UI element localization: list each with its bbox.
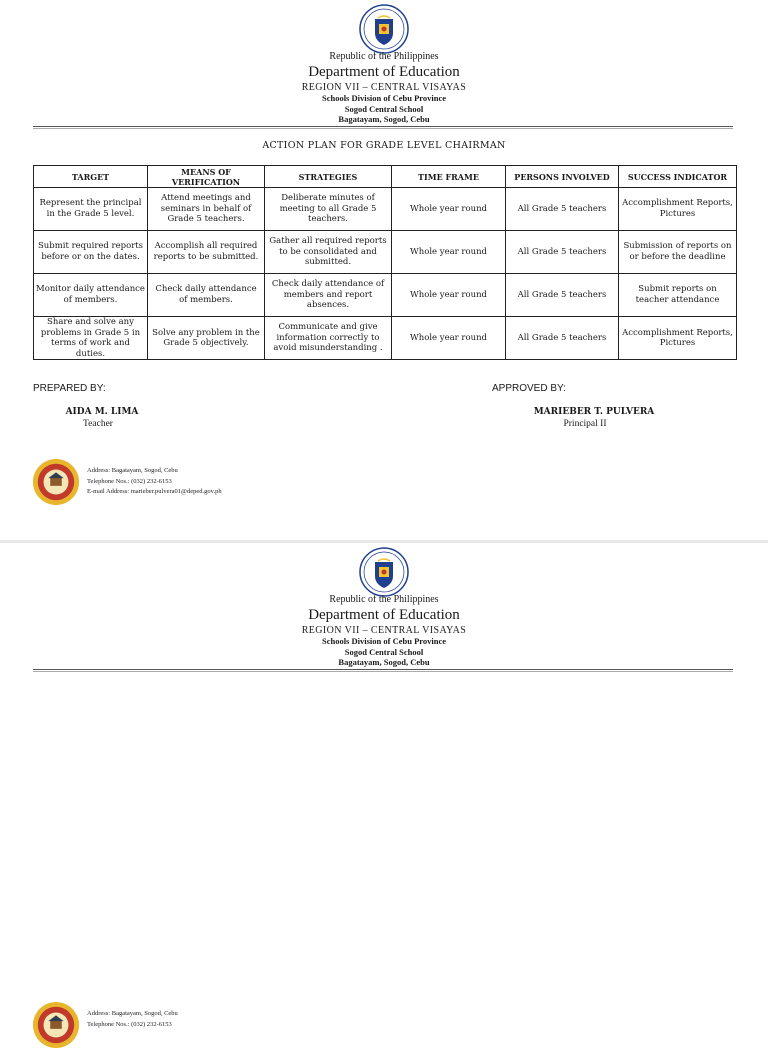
republic-line: Republic of the Philippines	[329, 594, 439, 605]
cell-persons: All Grade 5 teachers	[506, 188, 619, 231]
cell-strategies: Deliberate minutes of meeting to all Grade 5 teachers.	[265, 188, 392, 231]
header-time-frame: TIME FRAME	[392, 166, 506, 188]
prepared-by-role: Teacher	[83, 419, 113, 429]
school-logo-icon	[32, 458, 80, 506]
document-page-2	[0, 543, 768, 1028]
cell-indicator: Submission of reports on or before the deadline	[619, 231, 737, 274]
footer-contact	[87, 1009, 178, 1030]
table-row	[34, 188, 737, 231]
footer-telephone: Telephone Nos.: (032) 232-6153	[87, 1020, 172, 1028]
school-address-line: Bagatayam, Sogod, Cebu	[338, 114, 430, 124]
header-success-indicator: SUCCESS INDICATOR	[619, 166, 737, 188]
cell-strategies: Communicate and give information correctly to avoid misunderstanding .	[265, 317, 392, 360]
header-target: TARGET	[34, 166, 148, 188]
header-persons-involved: PERSONS INVOLVED	[506, 166, 619, 188]
school-address-line: Bagatayam, Sogod, Cebu	[338, 657, 430, 667]
table-row	[34, 274, 737, 317]
cell-target: Represent the principal in the Grade 5 level.	[34, 188, 148, 231]
approved-by-label: APPROVED BY:	[492, 383, 566, 394]
division-line: Schools Division of Cebu Province	[321, 636, 447, 646]
header-divider	[33, 126, 733, 127]
school-line: Sogod Central School	[344, 104, 424, 114]
footer-telephone: Telephone Nos.: (032) 232-6153	[87, 477, 172, 485]
region-line: REGION VII – CENTRAL VISAYAS	[301, 82, 467, 93]
approved-by-name: MARIEBER T. PULVERA	[533, 407, 655, 417]
table-header-row	[34, 166, 737, 188]
cell-indicator: Accomplishment Reports, Pictures	[619, 188, 737, 231]
cell-means: Attend meetings and seminars in behalf of Grade 5 teachers.	[148, 188, 265, 231]
cell-strategies: Check daily attendance of members and report absences.	[265, 274, 392, 317]
header-strategies: STRATEGIES	[265, 166, 392, 188]
footer-email: E-mail Address: marieber.pulvera01@deped.gov.ph	[87, 488, 222, 495]
footer-contact	[87, 466, 222, 498]
school-line: Sogod Central School	[344, 647, 424, 657]
cell-time-frame: Whole year round	[392, 274, 506, 317]
header-divider	[33, 669, 733, 670]
cell-means: Solve any problem in the Grade 5 objectively.	[148, 317, 265, 360]
cell-means: Check daily attendance of members.	[148, 274, 265, 317]
cell-strategies: Gather all required reports to be consolidated and submitted.	[265, 231, 392, 274]
cell-indicator: Accomplishment Reports, Pictures	[619, 317, 737, 360]
cell-target: Share and solve any problems in Grade 5 in terms of work and duties.	[34, 317, 148, 360]
footer-address: Address: Bagatayam, Sogod, Cebu	[87, 467, 178, 474]
cell-indicator: Submit reports on teacher attendance	[619, 274, 737, 317]
table-row	[34, 317, 737, 360]
cell-persons: All Grade 5 teachers	[506, 231, 619, 274]
department-title: Department of Education	[308, 64, 460, 80]
header-divider-secondary	[33, 671, 733, 672]
deped-seal-icon	[359, 547, 409, 597]
deped-seal-icon	[359, 4, 409, 54]
approved-by-role: Principal II	[563, 419, 607, 429]
department-title: Department of Education	[308, 607, 460, 623]
cell-time-frame: Whole year round	[392, 188, 506, 231]
cell-time-frame: Whole year round	[392, 231, 506, 274]
action-plan-table	[33, 165, 737, 360]
header-means-of-verification: MEANS OF VERIFICATION	[148, 166, 265, 188]
school-logo-icon	[32, 1001, 80, 1049]
cell-means: Accomplish all required reports to be submitted.	[148, 231, 265, 274]
division-line: Schools Division of Cebu Province	[321, 93, 447, 103]
cell-persons: All Grade 5 teachers	[506, 317, 619, 360]
header-divider-secondary	[33, 128, 733, 129]
cell-persons: All Grade 5 teachers	[506, 274, 619, 317]
region-line: REGION VII – CENTRAL VISAYAS	[301, 625, 467, 636]
footer-address: Address: Bagatayam, Sogod, Cebu	[87, 1010, 178, 1017]
plan-title: ACTION PLAN FOR GRADE LEVEL CHAIRMAN	[262, 140, 506, 151]
cell-target: Monitor daily attendance of members.	[34, 274, 148, 317]
cell-target: Submit required reports before or on the dates.	[34, 231, 148, 274]
prepared-by-name: AIDA M. LIMA	[65, 407, 139, 417]
prepared-by-label: PREPARED BY:	[33, 383, 106, 394]
table-row	[34, 231, 737, 274]
cell-time-frame: Whole year round	[392, 317, 506, 360]
republic-line: Republic of the Philippines	[329, 51, 439, 62]
